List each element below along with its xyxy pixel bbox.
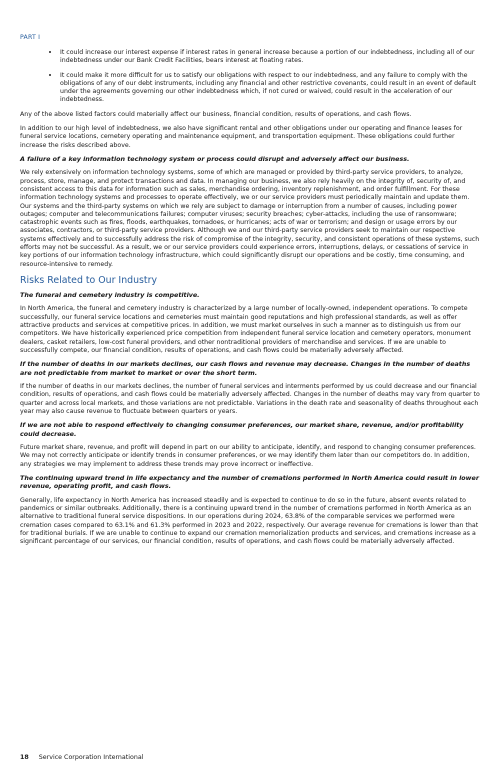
section-title-industry-risks: Risks Related to Our Industry — [20, 274, 157, 286]
part-label: PART I — [20, 34, 41, 41]
paragraph-deaths: If the number of deaths in our markets declines, the number of funeral services and interments performed by us could decrease and our financial condition, results of operations, and cash flows could be materially adversely affected. Changes in the number of deaths may vary from quarter to quarter and across local markets, and those variations are not predictable. Variations in the death rate and seasonality of deaths throughout each year may also cause revenue to fluctuate between quarters or years. — [20, 382, 480, 415]
risk-heading-cremation-trend: The continuing upward trend in life expectancy and the number of cremations performed in North America could result in lower revenue, operating profit, and cash flows. — [20, 474, 479, 491]
paragraph-factors: Any of the above listed factors could materially affect our business, financial condition, results of operations, and cash flows. — [20, 110, 412, 118]
page-footer — [20, 754, 143, 761]
bullet-list — [20, 48, 480, 105]
company-name: Service Corporation International — [38, 754, 144, 761]
risk-heading-competition: The funeral and cemetery industry is competitive. — [20, 291, 200, 299]
paragraph-cremation-trend: Generally, life expectancy in North America has increased steadily and is expected to continue to do so in the future, absent events related to pandemics or similar outbreaks. Additionally, there is a continuing upward trend in the number of cremations performed in North America as an alternative to traditional funeral service dispositions. In our operations during 2024, 63.8% of the comparable services we performed were cremation cases compared to 63.1% and 61.3% performed in 2023 and 2022, respectively. Our average revenue for cremations is lower than that for traditional burials. If we are unable to continue to expand our cremation memorialization products and services, and cremations increase as a significant percentage of our services, our financial condition, results of operations, and cash flows could be materially adversely affected. — [20, 496, 479, 546]
risk-heading-deaths: If the number of deaths in our markets declines, our cash flows and revenue may decrease. Changes in the number of deaths are not predictable from market to market or over the short term. — [20, 361, 471, 377]
paragraph-it-systems: We rely extensively on information technology systems, some of which are managed or provided by third-party service providers, to analyze, process, store, manage, and protect transactions and data. In managing our business, we also rely heavily on the integrity of, security of, and consistent access to this data for information such as sales, merchandise ordering, inventory replenishment, and order fulfillment. For these information technology systems and processes to operate effectively, we or our service providers must periodically maintain and update them. Our systems and the third-party systems on which we rely are subject to damage or interruption from a number of causes, including power outages; computer and telecommunications failures; computer viruses; security breaches; cyber-attacks, including the use of ransomware; catastrophic events such as fires, floods, earthquakes, tornadoes, or hurricanes; acts of war or terrorism; and design or usage errors by our associates, contractors, or third-party service providers. Although we and our third-party service providers seek to maintain our respective systems effectively and to successfully address the risk of compromise of the integrity, security, and consistent operations of these systems, such efforts may not be successful. As a result, we or our service providers could experience errors, interruptions, delays, or cessations of service in key portions of our information technology infrastructure, which could significantly disrupt our operations and be costly, time consuming, and resource-intensive to remedy. — [20, 169, 480, 268]
paragraph-competition: In North America, the funeral and cemetery industry is characterized by a large number of locally-owned, independent operations. To compete successfully, our funeral service locations and cemeteries must maintain good reputations and high professional standards, as well as offer attractive products and services at competitive prices. In addition, we must market ourselves in such a manner as to distinguish us from our competitors. We have historically experienced price competition from independent funeral service location and cemetery operators, monument dealers, casket retailers, low-cost funeral providers, and other nontraditional providers of merchandise and services. If we are unable to successfully compete, our financial condition, results of operations, and cash flows could be materially adversely affected. — [20, 305, 471, 354]
risk-heading-it-failure: A failure of a key information technology system or process could disrupt and adversely affect our business. — [20, 155, 410, 163]
paragraph-obligations: In addition to our high level of indebtedness, we also have significant rental and other obligations under our operating and finance leases for funeral service locations, cemetery operating and maintenance equipment, and transportation equipment. These obligations could further increase the risks described above. — [20, 125, 463, 149]
page-number: 18 — [20, 754, 29, 761]
paragraph-consumer-preferences: Future market share, revenue, and profit will depend in part on our ability to anticipate, identify, and respond to changing consumer preferences. We may not correctly anticipate or identify trends in consumer preferences, or we may identify them later than our competitors do. In addition, any strategies we may implement to address these trends may prove incorrect or ineffective. — [20, 443, 476, 468]
bullet-item-obligations: • It could make it more difficult for us to satisfy our obligations with respect to our indebtedness, and any failure to comply with the obligations of any of our debt instruments, including any financial and other restrictive covenants, could result in an event of default under the agreements governing our other indebtedness which, if not cured or waived, could result in the acceleration of our indebtedness. — [60, 71, 480, 105]
bullet-item-interest-expense: • It could increase our interest expense if interest rates in general increase because a portion of our indebtedness, including all of our indebtedness under our Bank Credit Facilities, bears interest at floating rates. — [60, 48, 480, 66]
risk-heading-consumer-preferences: If we are not able to respond effectively to changing consumer preferences, our market share, revenue, and/or profitability could decrease. — [20, 422, 464, 438]
